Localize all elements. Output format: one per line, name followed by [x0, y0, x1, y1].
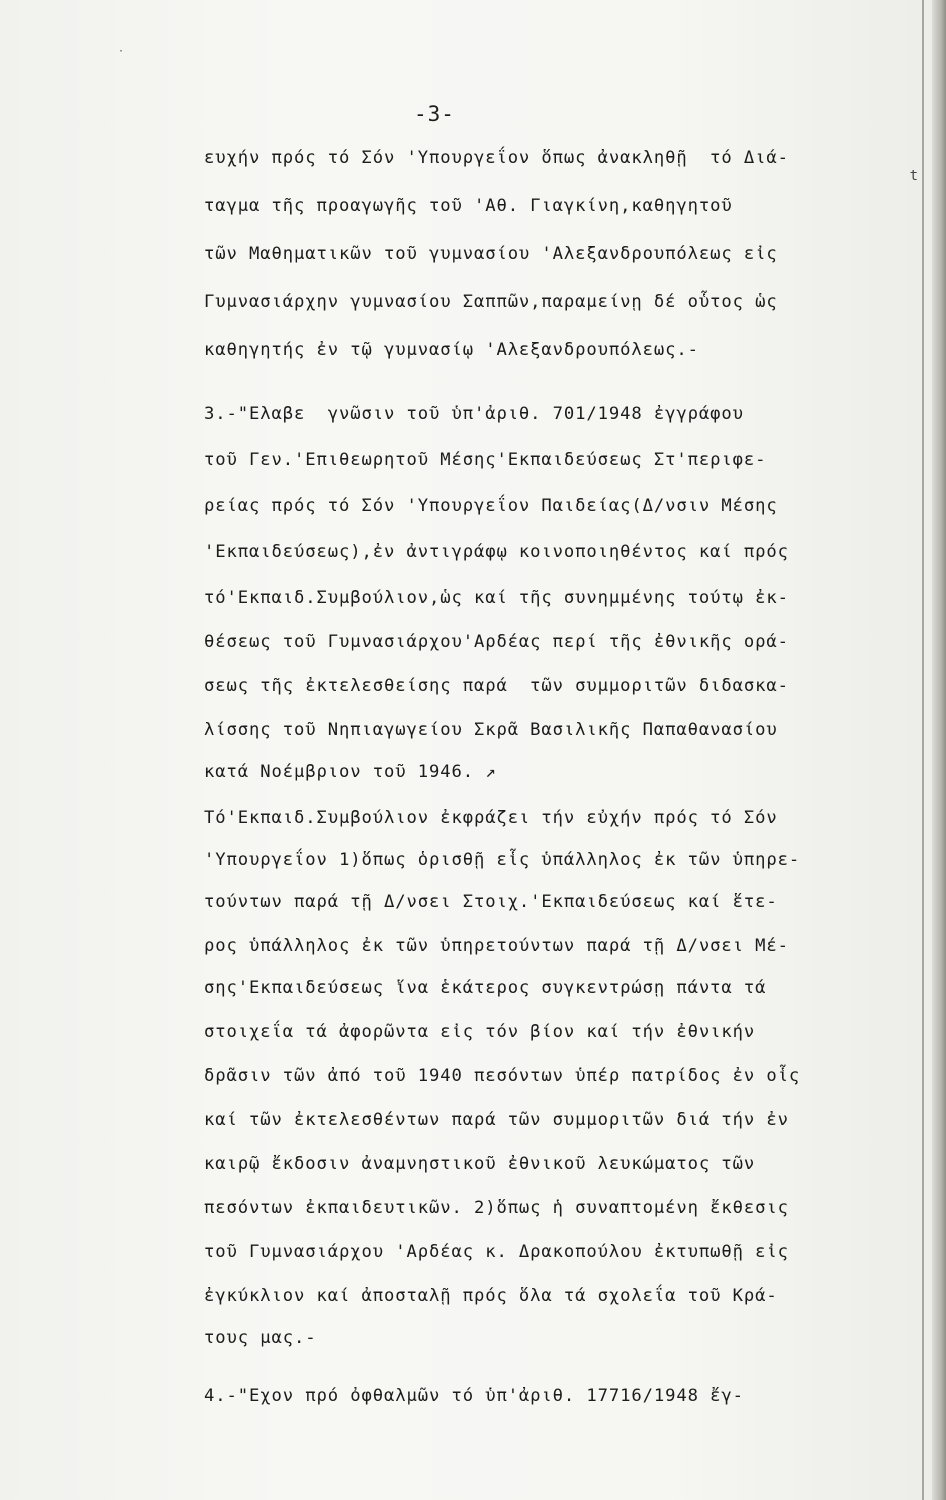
text-line: τοῦ Γεν.'Επιθεωρητοῦ Μέσης'Εκπαιδεύσεως Στ'περιφε-	[204, 450, 767, 470]
text-line: ἐγκύκλιον καί ἀποσταλῇ πρός ὅλα τά σχολεΐα τοῦ Κρά-	[204, 1286, 778, 1306]
text-line: σης'Εκπαιδεύσεως ἵνα ἑκάτερος συγκεντρώσῃ πάντα τά	[204, 978, 767, 998]
text-line: τούντων παρά τῇ Δ/νσει Στοιχ.'Εκπαιδεύσεως καί ἕτε-	[204, 892, 778, 912]
text-line: ρος ὑπάλληλος ἐκ τῶν ὑπηρετούντων παρά τῇ Δ/νσει Μέ-	[204, 936, 789, 956]
text-line: 4.-"Εχον πρό ὀφθαλμῶν τό ὑπ'ἀριθ. 17716/1948 ἔγ-	[204, 1386, 744, 1406]
text-line: τους μας.-	[204, 1328, 317, 1348]
text-line: στοιχεΐα τά ἀφορῶντα εἰς τόν βίον καί τήν ἐθνικήν	[204, 1022, 756, 1042]
text-line: ρείας πρός τό Σόν 'Υπουργεΐον Παιδείας(Δ/νσιν Μέσης	[204, 496, 778, 516]
binding-line	[922, 0, 924, 1500]
text-line: θέσεως τοῦ Γυμνασιάρχου'Αρδέας περί τῆς ἐθνικῆς ορά-	[204, 632, 789, 652]
text-line: δρᾶσιν τῶν ἀπό τοῦ 1940 πεσόντων ὑπέρ πατρίδος ἐν οἷς	[204, 1066, 801, 1086]
margin-mark: t	[909, 168, 918, 184]
text-line: καθηγητής ἐν τῷ γυμνασίῳ 'Αλεξανδρουπόλεως.-	[204, 340, 699, 360]
text-line: κατά Νοέμβριον τοῦ 1946. ↗	[204, 762, 497, 782]
text-line: λίσσης τοῦ Νηπιαγωγείου Σκρᾶ Βασιλικῆς Παπαθανασίου	[204, 720, 778, 740]
paper-speck: ·	[118, 46, 125, 57]
text-line: τῶν Μαθηματικῶν τοῦ γυμνασίου 'Αλεξανδρουπόλεως εἰς	[204, 244, 778, 264]
text-line: πεσόντων ἐκπαιδευτικῶν. 2)ὅπως ἡ συναπτομένη ἔκθεσις	[204, 1198, 789, 1218]
text-line: Γυμνασιάρχην γυμνασίου Σαππῶν,παραμείνῃ δέ οὗτος ὡς	[204, 292, 778, 312]
text-line: τοῦ Γυμνασιάρχου 'Αρδέας κ. Δρακοπούλου ἐκτυπωθῇ εἰς	[204, 1242, 789, 1262]
text-line: καί τῶν ἐκτελεσθέντων παρά τῶν συμμοριτῶν διά τήν ἐν	[204, 1110, 789, 1130]
text-line: 'Εκπαιδεύσεως),ἐν ἀντιγράφῳ κοινοποιηθέντος καί πρός	[204, 542, 789, 562]
text-line: ευχήν πρός τό Σόν 'Υπουργεΐον ὅπως ἀνακληθῇ τό Διά-	[204, 148, 789, 168]
text-line: τό'Εκπαιδ.Συμβούλιον,ὡς καί τῆς συνημμένης τούτῳ ἐκ-	[204, 588, 789, 608]
text-line: σεως τῆς ἐκτελεσθείσης παρά τῶν συμμοριτῶν διδασκα-	[204, 676, 789, 696]
text-line: Τό'Εκπαιδ.Συμβούλιον ἐκφράζει τήν εὐχήν πρός τό Σόν	[204, 808, 778, 828]
page-number: -3-	[414, 102, 455, 126]
page-binding-edge	[932, 0, 946, 1500]
text-line: 'Υπουργεΐον 1)ὅπως ὁρισθῇ εἷς ὑπάλληλος ἐκ τῶν ὑπηρε-	[204, 850, 801, 870]
text-line: ταγμα τῆς προαγωγῆς τοῦ 'Αθ. Γιαγκίνη,καθηγητοῦ	[204, 196, 733, 216]
text-line: καιρῷ ἔκδοσιν ἀναμνηστικοῦ ἐθνικοῦ λευκώματος τῶν	[204, 1154, 756, 1174]
text-line: 3.-"Ελαβε γνῶσιν τοῦ ὑπ'ἀριθ. 701/1948 ἐγγράφου	[204, 404, 744, 424]
